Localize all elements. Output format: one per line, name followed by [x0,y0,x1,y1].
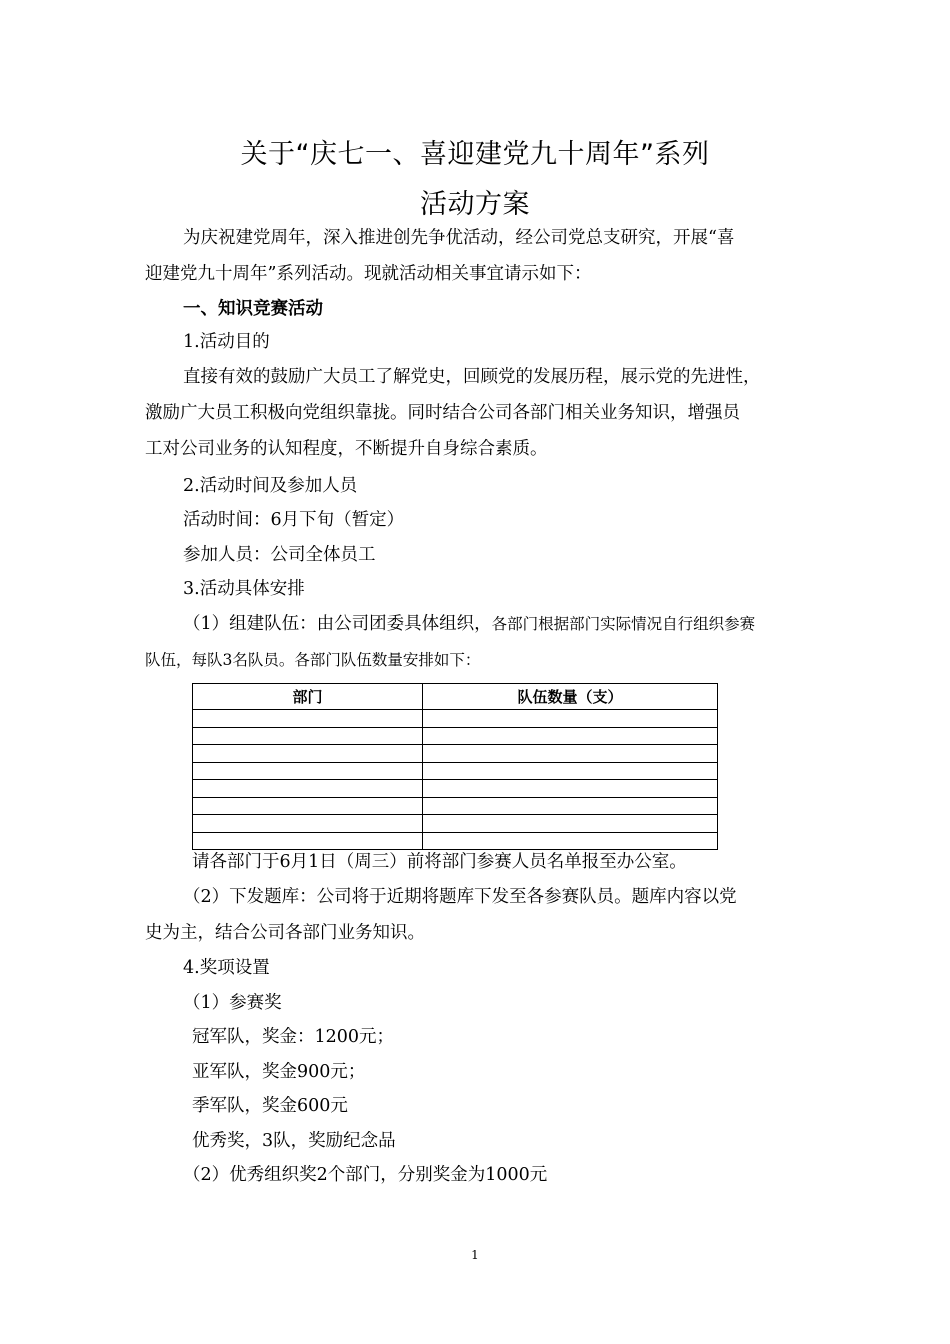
table-cell [423,762,718,780]
table-row [193,832,718,850]
table-cell [423,780,718,798]
arrangement-heading: 3.活动具体安排 [183,579,305,599]
purpose-line-1: 直接有效的鼓励广大员工了解党史，回顾党的发展历程，展示党的先进性， [183,367,761,387]
header-department: 部门 [193,684,423,710]
organization-award: （2）优秀组织奖2个部门，分别奖金为1000元 [183,1165,548,1185]
table-row [193,797,718,815]
table-cell [193,815,423,833]
award-champion: 冠军队，奖金：1200元； [192,1027,395,1047]
table-row [193,815,718,833]
award-runner-up: 亚军队，奖金900元； [192,1062,366,1082]
table-cell [193,780,423,798]
table-cell [423,745,718,763]
award-third-place: 季军队，奖金600元 [192,1096,348,1116]
question-bank-line-1: （2）下发题库：公司将于近期将题库下发至各参赛队员。题库内容以党 [183,887,737,907]
table-cell [423,832,718,850]
deadline-note: 请各部门于6月1日（周三）前将部门参赛人员名单报至办公室。 [192,852,687,872]
team-formation-part-b: 各部门根据部门实际情况自行组织参赛 [491,615,756,633]
intro-paragraph-line-2: 迎建党九十周年”系列活动。现就活动相关事宜请示如下： [145,264,592,284]
table-row [193,710,718,728]
table-cell [423,710,718,728]
award-excellence: 优秀奖，3队，奖励纪念品 [192,1131,396,1151]
department-team-table [192,683,718,850]
team-formation-line-2: 队伍，每队3名队员。各部门队伍数量安排如下： [145,651,481,669]
table-cell [193,832,423,850]
page-number: 1 [471,1248,479,1262]
table-row [193,745,718,763]
purpose-line-2: 激励广大员工积极向党组织靠拢。同时结合公司各部门相关业务知识，增强员 [145,403,740,423]
table-cell [423,815,718,833]
section-heading-knowledge-contest: 一、知识竞赛活动 [183,299,323,319]
table-cell [193,727,423,745]
team-formation-part-a: （1）组建队伍：由公司团委具体组织， [183,614,492,634]
question-bank-line-2: 史为主，结合公司各部门业务知识。 [145,923,425,943]
table-row [193,762,718,780]
intro-paragraph-line-1: 为庆祝建党周年，深入推进创先争优活动，经公司党总支研究，开展“喜 [183,228,735,248]
title-line-2: 活动方案 [420,189,530,220]
participation-award-heading: （1）参赛奖 [183,993,282,1013]
activity-time: 活动时间：6月下旬（暂定） [183,510,405,530]
table-cell [423,797,718,815]
purpose-heading: 1.活动目的 [183,332,270,352]
header-team-count: 队伍数量（支） [423,684,718,710]
title-line-1: 关于“庆七一、喜迎建党九十周年”系列 [240,139,710,170]
table-cell [193,710,423,728]
time-participants-heading: 2.活动时间及参加人员 [183,476,358,496]
participants: 参加人员：公司全体员工 [183,545,376,565]
table-row [193,727,718,745]
table-row [193,780,718,798]
table-cell [423,727,718,745]
purpose-line-3: 工对公司业务的认知程度，不断提升自身综合素质。 [145,439,548,459]
awards-heading: 4.奖项设置 [183,958,270,978]
table-cell [193,762,423,780]
team-formation-line-1 [183,612,755,636]
table-header-row [193,684,718,710]
table-cell [193,797,423,815]
table-cell [193,745,423,763]
